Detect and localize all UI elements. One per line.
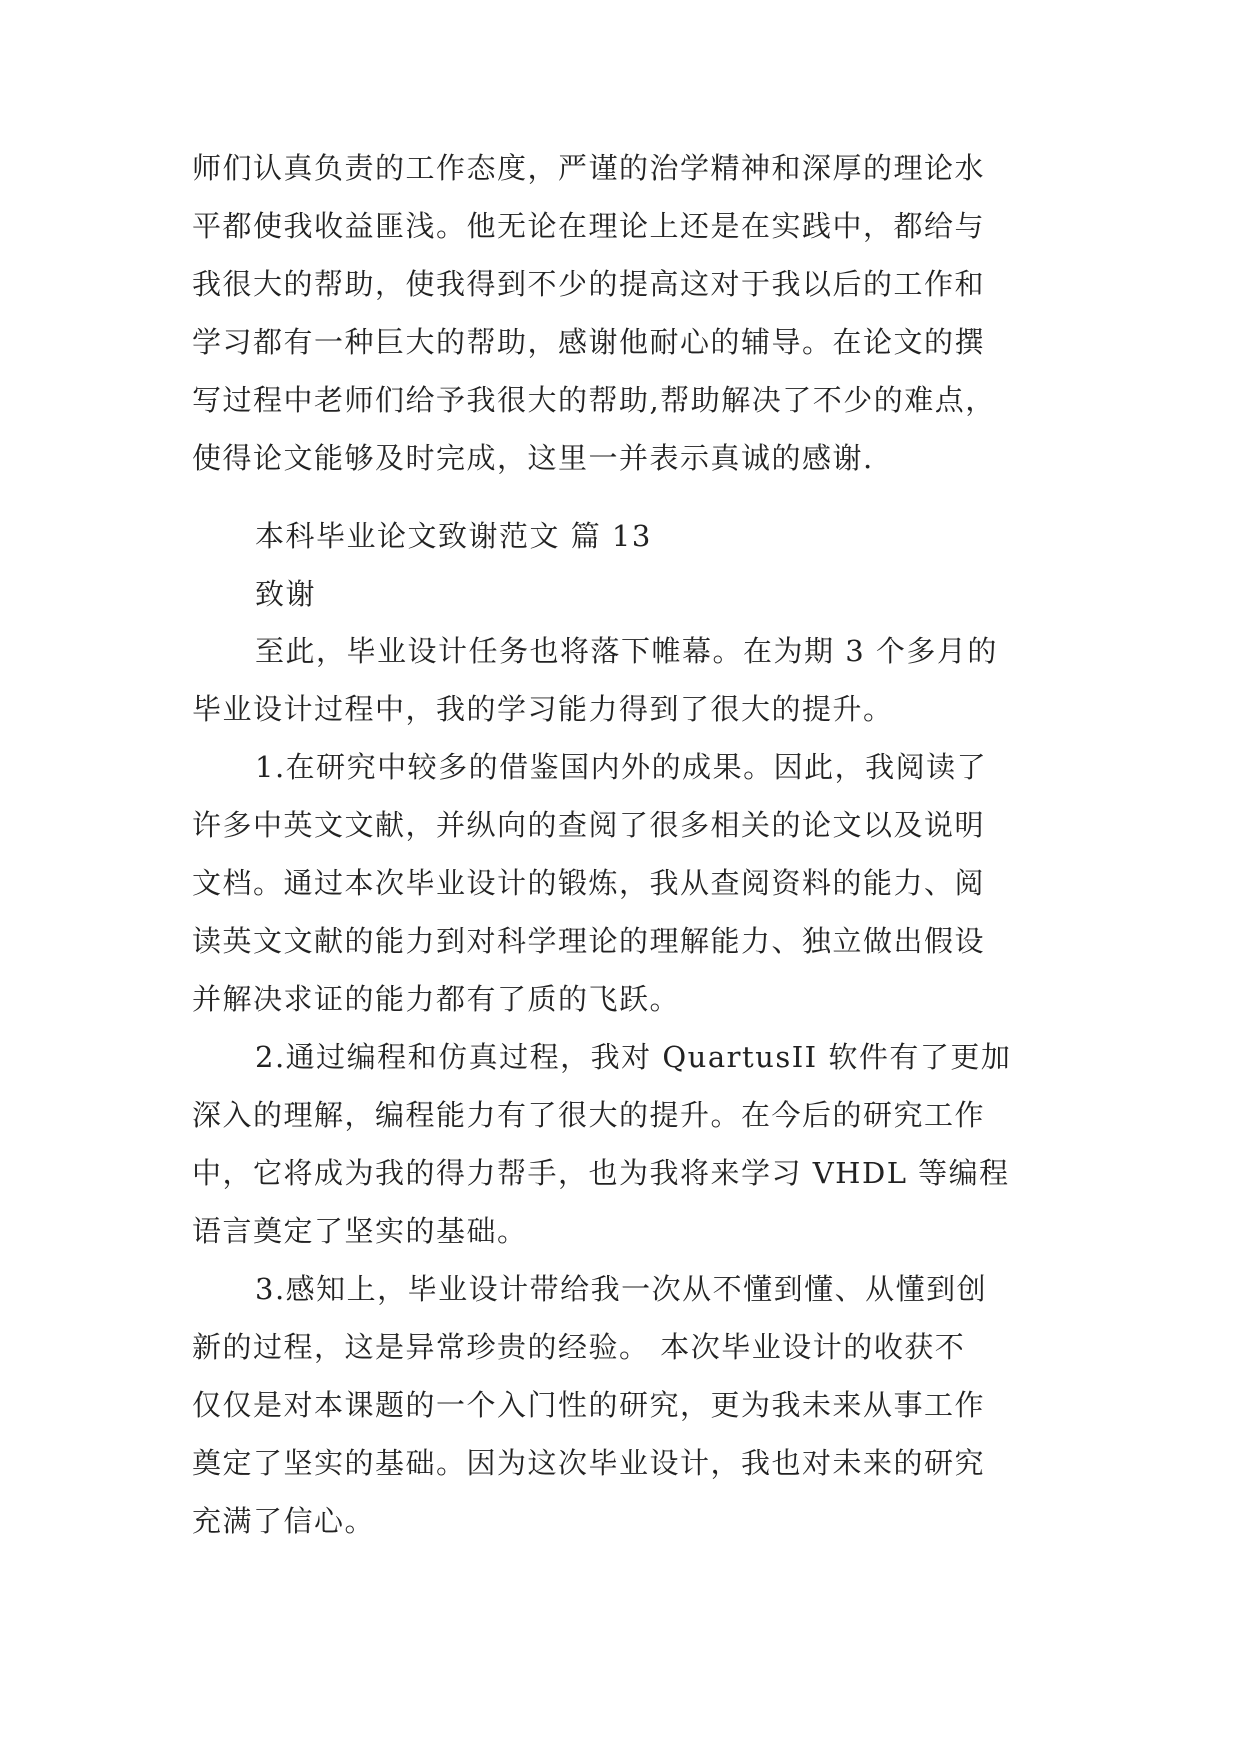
text-line: 毕业设计过程中，我的学习能力得到了很大的提升。 — [192, 692, 894, 726]
text-line: 文档。通过本次毕业设计的锻炼，我从查阅资料的能力、阅 — [192, 866, 986, 900]
text-line: 学习都有一种巨大的帮助，感谢他耐心的辅导。在论文的撰 — [192, 325, 986, 359]
text-line: 平都使我收益匪浅。他无论在理论上还是在实践中，都给与 — [192, 209, 986, 243]
section-heading: 本科毕业论文致谢范文 篇 13 — [255, 519, 652, 553]
text-line: 仅仅是对本课题的一个入门性的研究，更为我未来从事工作 — [192, 1388, 986, 1422]
text-line: 至此，毕业设计任务也将落下帷幕。在为期 3 个多月的 — [255, 634, 998, 668]
text-line: 读英文文献的能力到对科学理论的理解能力、独立做出假设 — [192, 924, 986, 958]
text-line: 使得论文能够及时完成，这里一并表示真诚的感谢. — [192, 441, 874, 475]
text-line: 我很大的帮助，使我得到不少的提高这对于我以后的工作和 — [192, 267, 986, 301]
text-line: 充满了信心。 — [192, 1504, 376, 1538]
text-line: 师们认真负责的工作态度，严谨的治学精神和深厚的理论水 — [192, 151, 986, 185]
text-line: 3.感知上，毕业设计带给我一次从不懂到懂、从懂到创 — [255, 1272, 988, 1306]
text-line: 2.通过编程和仿真过程，我对 QuartusII 软件有了更加 — [255, 1040, 1012, 1074]
text-line: 1.在研究中较多的借鉴国内外的成果。因此，我阅读了 — [255, 750, 988, 784]
text-line: 中，它将成为我的得力帮手，也为我将来学习 VHDL 等编程 — [192, 1156, 1010, 1190]
text-line: 奠定了坚实的基础。因为这次毕业设计，我也对未来的研究 — [192, 1446, 986, 1480]
subsection-heading: 致谢 — [255, 577, 317, 611]
text-line: 并解决求证的能力都有了质的飞跃。 — [192, 982, 681, 1016]
text-line: 写过程中老师们给予我很大的帮助,帮助解决了不少的难点， — [192, 383, 996, 417]
text-line: 新的过程，这是异常珍贵的经验。 本次毕业设计的收获不 — [192, 1330, 966, 1364]
text-line: 语言奠定了坚实的基础。 — [192, 1214, 528, 1248]
text-line: 深入的理解，编程能力有了很大的提升。在今后的研究工作 — [192, 1098, 986, 1132]
text-line: 许多中英文文献，并纵向的查阅了很多相关的论文以及说明 — [192, 808, 986, 842]
